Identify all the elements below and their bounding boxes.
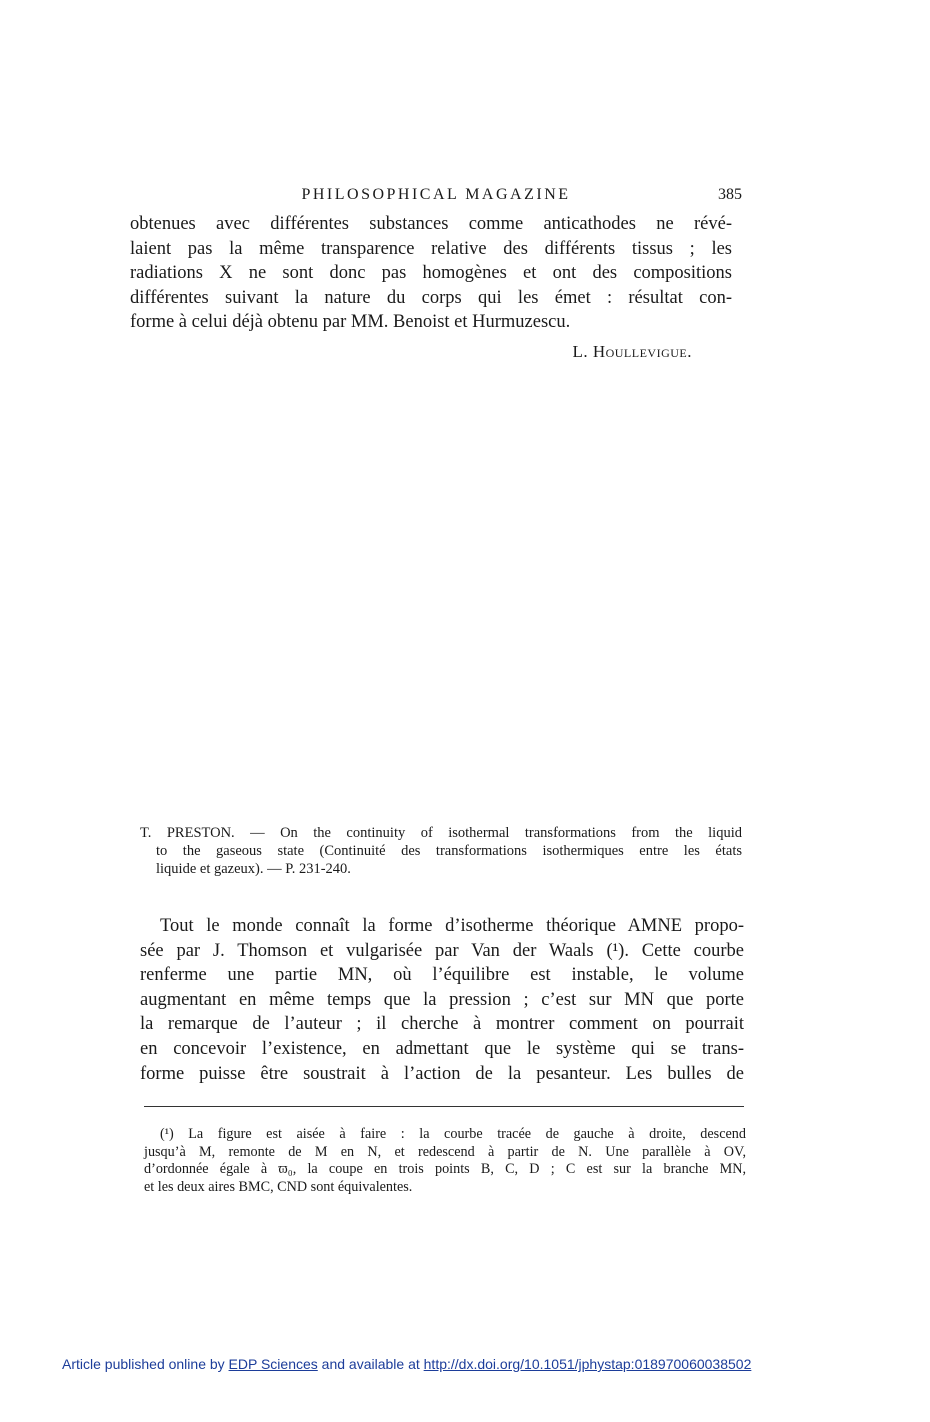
footnote-line: et les deux aires BMC, CND sont équivalentes. bbox=[144, 1178, 413, 1195]
paragraph-2-line: en concevoir l’existence, en admettant que le système qui se trans- bbox=[140, 1038, 744, 1059]
author-signature: L. Houllevigue. bbox=[572, 342, 692, 361]
page-header bbox=[130, 186, 742, 208]
running-title: PHILOSOPHICAL MAGAZINE bbox=[301, 186, 571, 203]
footnote-line: d’ordonnée égale à ϖ₀, la coupe en trois points B, C, D ; C est sur la branche MN, bbox=[144, 1161, 746, 1177]
footnote bbox=[144, 1126, 746, 1196]
paragraph-2-line: augmentant en même temps que la pression ; c’est sur MN que porte bbox=[140, 989, 744, 1010]
paragraph-2-line: sée par J. Thomson et vulgarisée par Van der Waals (¹). Cette courbe bbox=[140, 940, 744, 961]
reference-line: to the gaseous state (Continuité des transformations isothermiques entre les états bbox=[156, 843, 742, 859]
page-number: 385 bbox=[718, 186, 742, 203]
doi-link[interactable]: http://dx.doi.org/10.1051/jphystap:018970060038502 bbox=[423, 1356, 752, 1372]
paragraph-1 bbox=[130, 212, 732, 335]
publication-credit bbox=[62, 1356, 842, 1372]
paragraph-2-line: forme puisse être soustrait à l’action de la pesanteur. Les bulles de bbox=[140, 1063, 744, 1084]
paragraph-1-line: radiations X ne sont donc pas homogènes et ont des compositions bbox=[130, 263, 732, 284]
credit-middle: and available at bbox=[317, 1356, 424, 1372]
paragraph-2-line: la remarque de l’auteur ; il cherche à montrer comment on pourrait bbox=[140, 1014, 744, 1035]
paragraph-2 bbox=[140, 914, 744, 1086]
credit-prefix: Article published online by bbox=[62, 1356, 229, 1372]
reference-line: liquide et gazeux). — P. 231-240. bbox=[156, 861, 351, 877]
footnote-line: jusqu’à M, remonte de M en N, et redescend à partir de N. Une parallèle à OV, bbox=[144, 1143, 746, 1160]
paragraph-2-line: renferme une partie MN, où l’équilibre est instable, le volume bbox=[140, 965, 744, 986]
footnote-divider bbox=[144, 1106, 744, 1107]
reference-entry bbox=[140, 824, 742, 878]
edp-sciences-link[interactable]: EDP Sciences bbox=[228, 1356, 318, 1372]
footnote-line: (¹) La figure est aisée à faire : la courbe tracée de gauche à droite, descend bbox=[160, 1126, 746, 1142]
paragraph-1-line: différentes suivant la nature du corps qui les émet : résultat con- bbox=[130, 287, 732, 308]
reference-line: T. PRESTON. — On the continuity of isothermal transformations from the liquid bbox=[140, 825, 742, 841]
paragraph-1-line: laient pas la même transparence relative des différents tissus ; les bbox=[130, 238, 732, 259]
paragraph-1-line: forme à celui déjà obtenu par MM. Benoist et Hurmuzescu. bbox=[130, 312, 571, 333]
paragraph-1-line: obtenues avec différentes substances comme anticathodes ne révé- bbox=[130, 214, 732, 234]
paragraph-2-line: Tout le monde connaît la forme d’isotherme théorique AMNE propo- bbox=[160, 916, 744, 936]
